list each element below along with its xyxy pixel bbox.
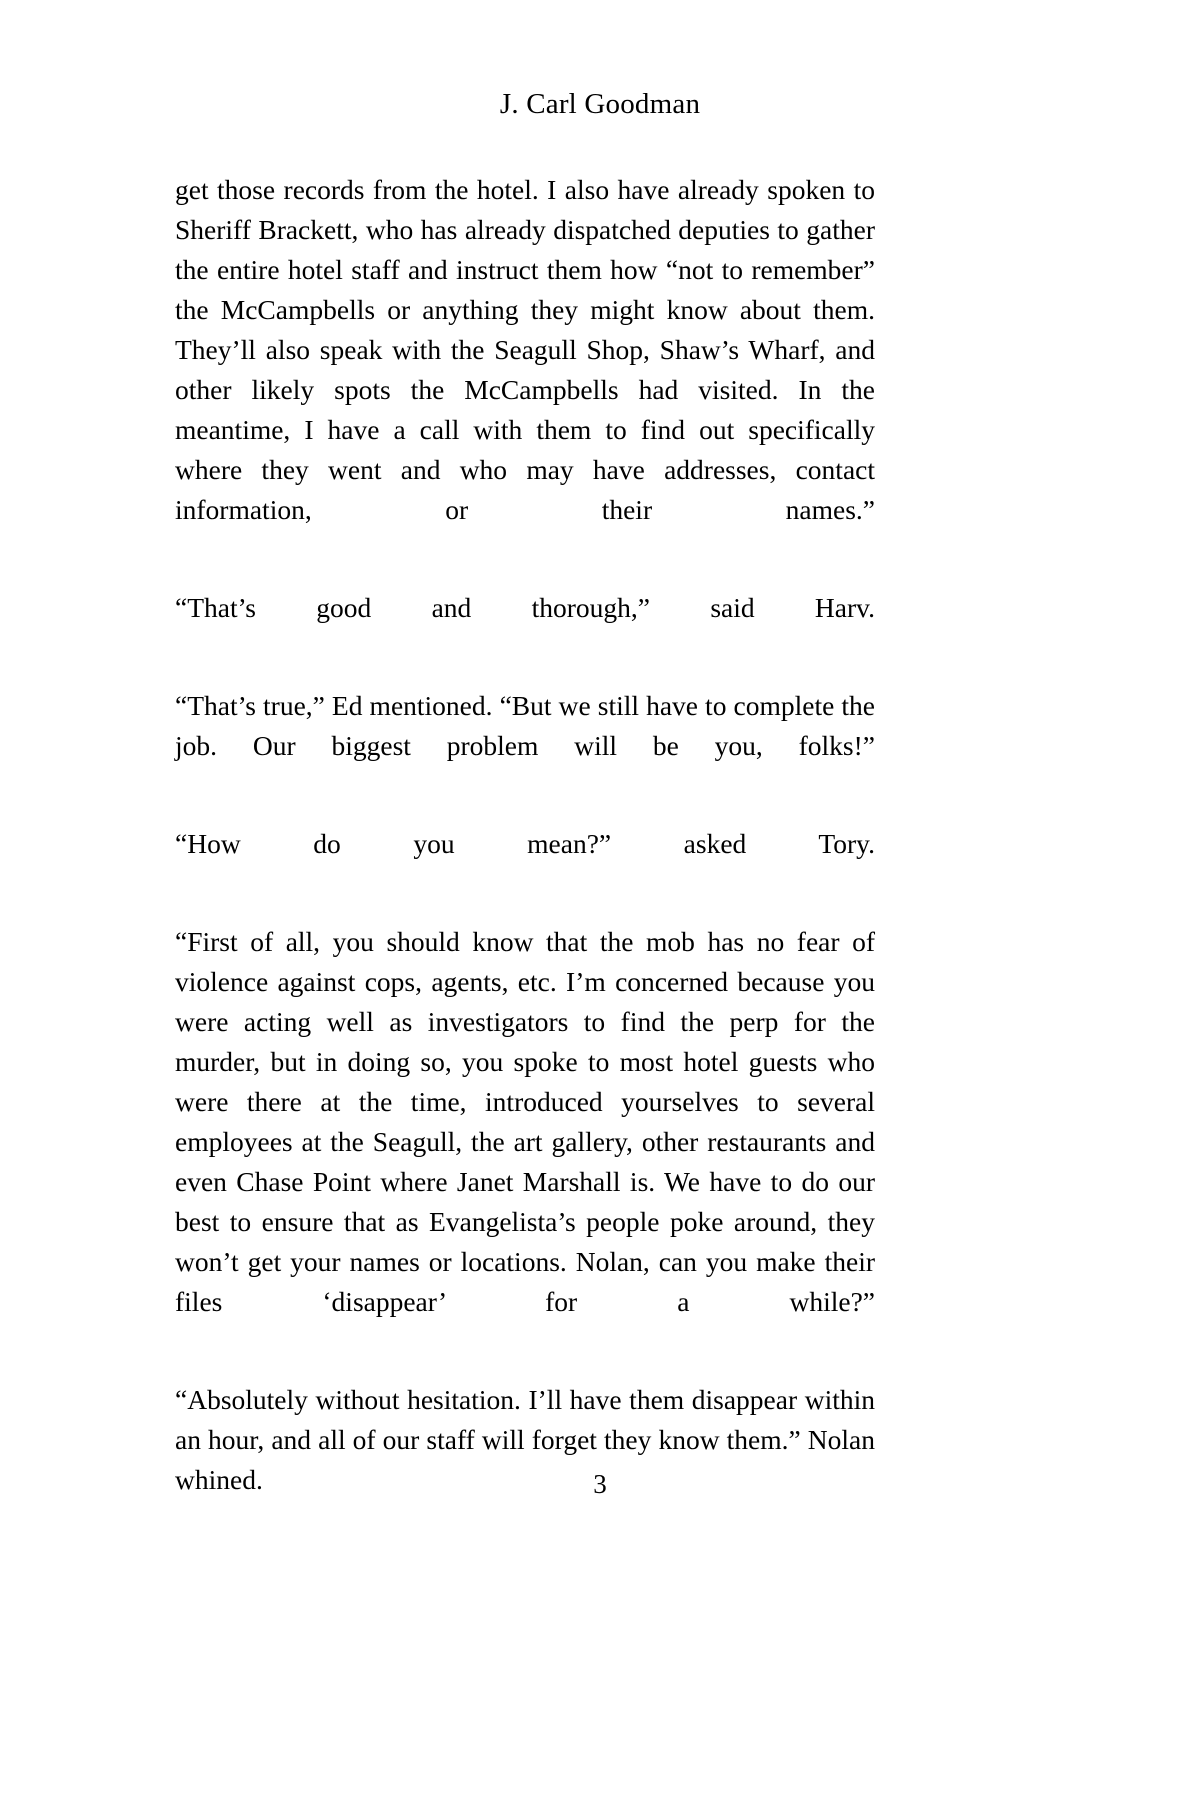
paragraph: “First of all, you should know that the mob has no fear of violence against cops, agents, etc. I’m concerned because you were acting well as investigators to find the perp for the murder, but in doing so, you spoke to most hotel guests who were there at the time, introduced yourselves to several employees at the Seagull, the art gallery, other restaurants and even Chase Point where Janet Marshall is. We have to do our best to ensure that as Evangelista’s people poke around, they won’t get your names or locations. Nolan, can you make their files ‘disappear’ for a while?” bbox=[175, 926, 875, 1317]
paragraph: “Absolutely without hesitation. I’ll have them disappear within an hour, and all of our staff will forget they know them.” Nolan whined. bbox=[175, 1384, 875, 1495]
page-number: 3 bbox=[593, 1469, 607, 1499]
body-text-block bbox=[175, 170, 875, 1540]
paragraph: “That’s true,” Ed mentioned. “But we still have to complete the job. Our biggest problem will be you, folks!” bbox=[175, 690, 875, 761]
running-header: J. Carl Goodman bbox=[499, 88, 701, 120]
paragraph: “How do you mean?” asked Tory. bbox=[175, 828, 875, 859]
paragraph: “That’s good and thorough,” said Harv. bbox=[175, 592, 875, 623]
paragraph: get those records from the hotel. I also have already spoken to Sheriff Brackett, who has already dispatched deputies to gather the entire hotel staff and instruct them how “not to remember” the McCampbells or anything they might know about them. They’ll also speak with the Seagull Shop, Shaw’s Wharf, and other likely spots the McCampbells had visited. In the meantime, I have a call with them to find out specifically where they went and who may have addresses, contact information, or their names.” bbox=[175, 174, 875, 525]
